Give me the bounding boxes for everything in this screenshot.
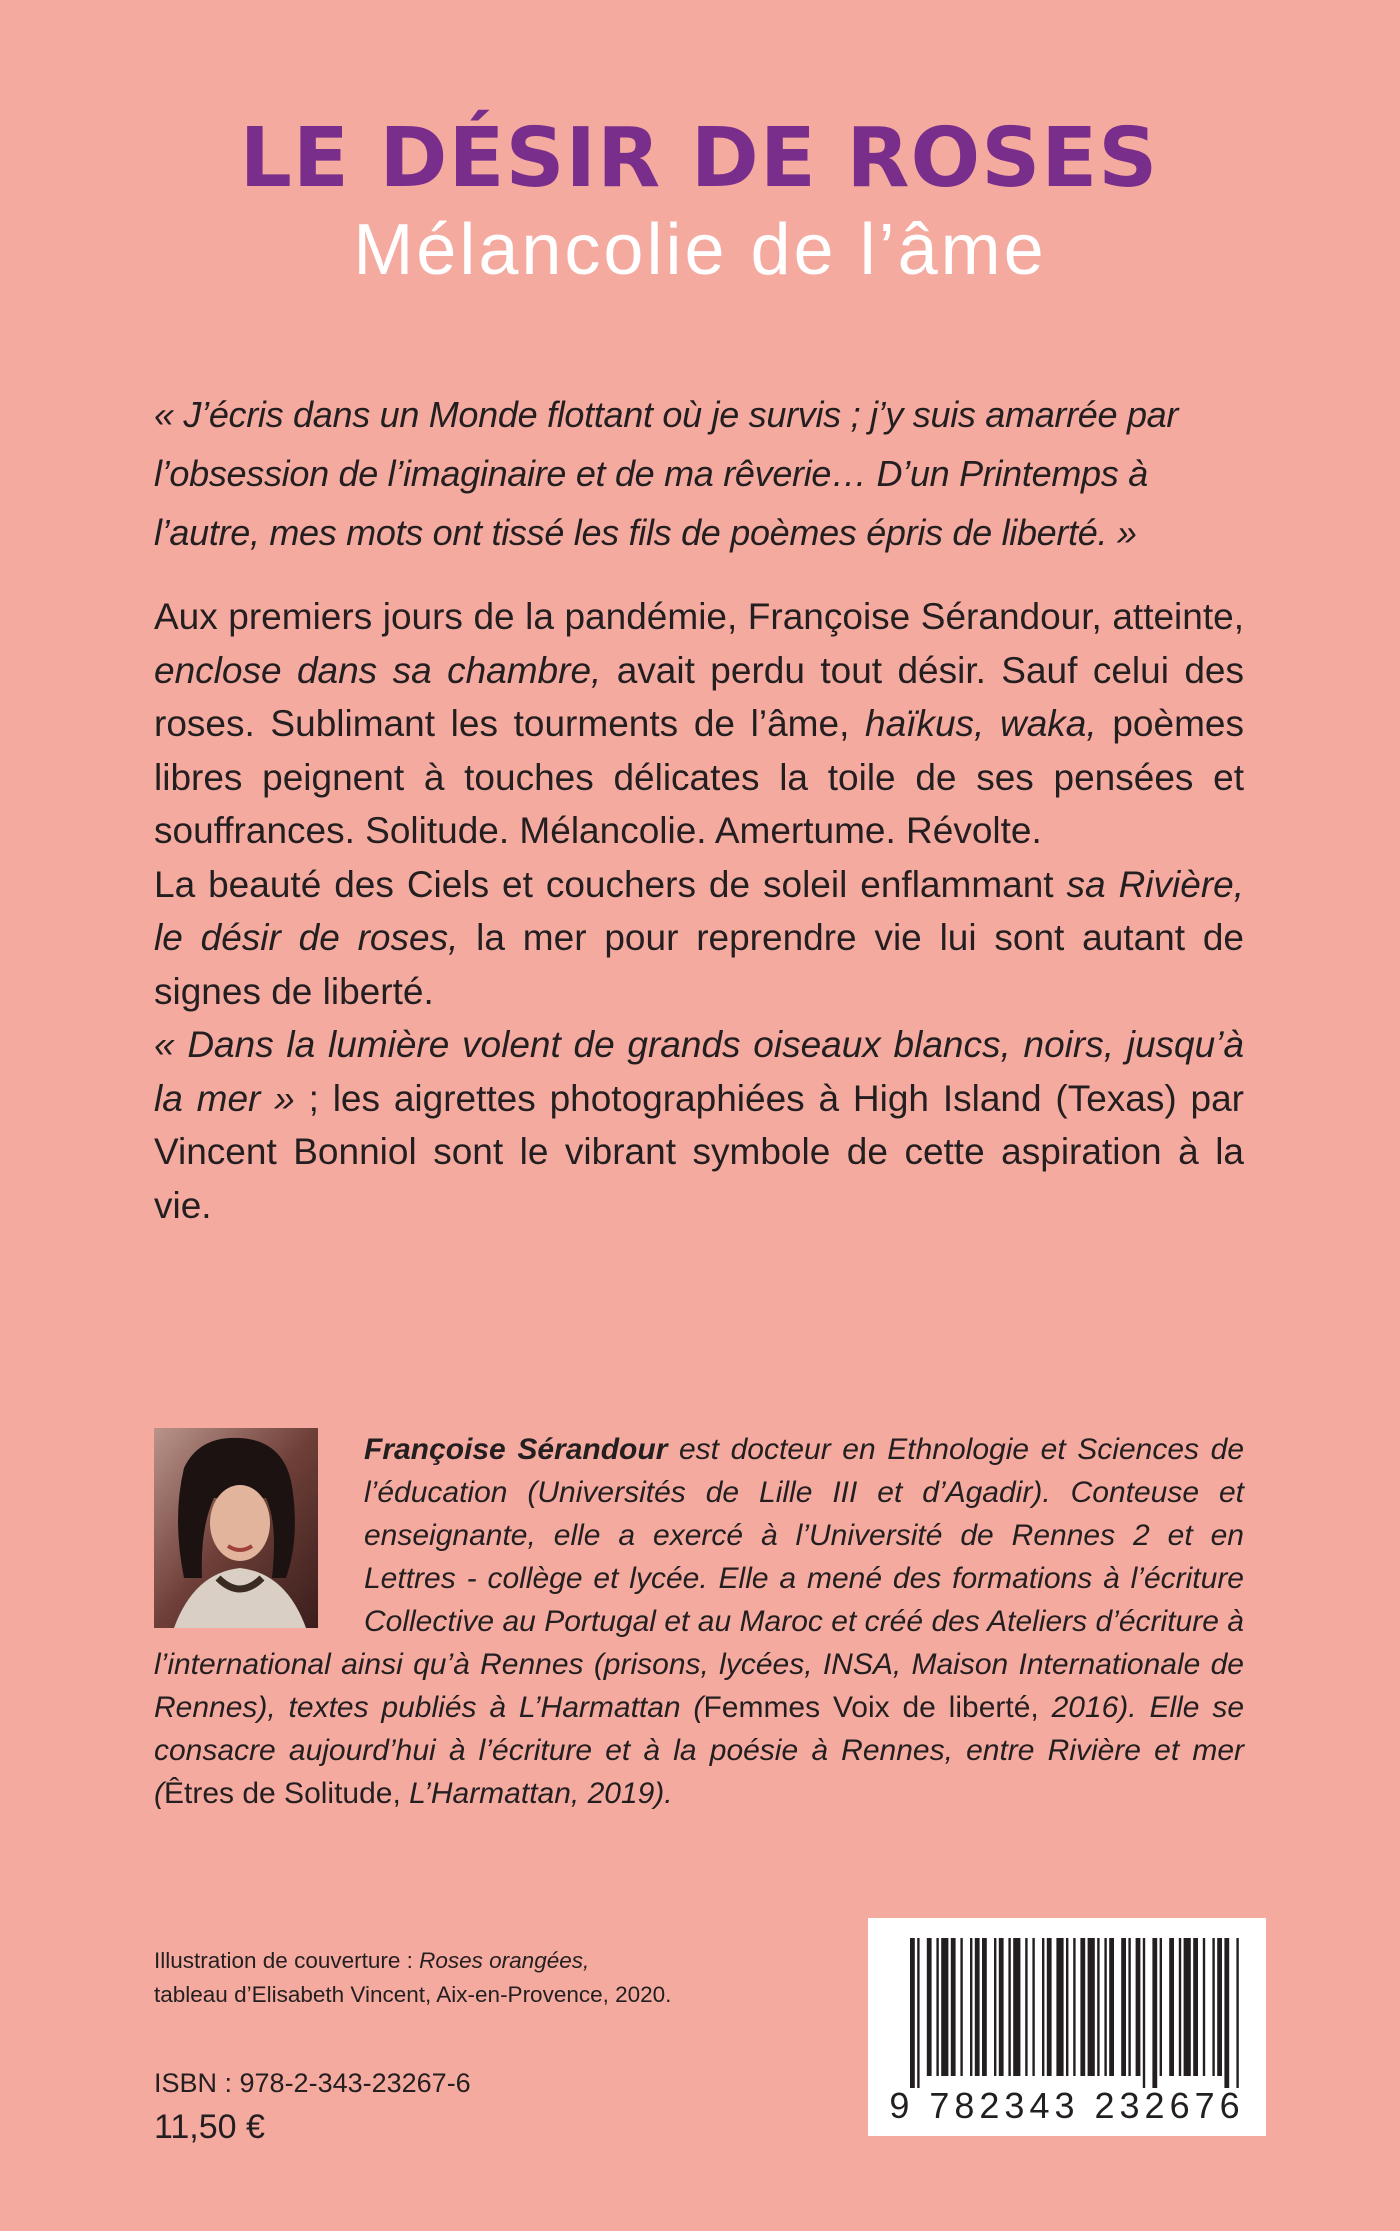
- barcode-bar: [927, 1938, 932, 2076]
- cover-credit: Illustration de couverture : Roses orangées, tableau d’Elisabeth Vincent, Aix-en-Provence, 2020.: [154, 1948, 672, 2007]
- barcode-bar: [1097, 1938, 1099, 2076]
- barcode-bar: [1080, 1938, 1085, 2076]
- author-bio: Françoise Sérandour est docteur en Ethnologie et Sciences de l’éducation (Universités de Lille III et d’Agadir). Conteuse et enseignante, elle a exercé à l’Université de Rennes 2 et en Lettres - collège et lycée. Elle a mené des formations à l’écriture Collective au Portugal et au Maroc et créé des Ateliers d’écriture à l’international ainsi qu’à Rennes (prisons, lycées, INSA, Maison Internationale de Rennes), textes publiés à L’Harmattan (Femmes Voix de liberté, 2016). Elle se consacre aujourd’hui à l’écriture et à la poésie à Rennes, entre Rivière et mer (Êtres de Solitude, L’Harmattan, 2019).: [154, 1433, 1245, 1810]
- barcode-bar: [1042, 1938, 1044, 2076]
- title-block: [0, 111, 1400, 290]
- barcode-bar: [1212, 1938, 1214, 2076]
- barcode-bar: [1203, 1938, 1205, 2076]
- barcode-bar: [1128, 1938, 1130, 2076]
- barcode-bar: [1152, 1938, 1157, 2088]
- isbn: ISBN : 978-2-343-23267-6: [154, 2068, 471, 2098]
- synopsis: [154, 590, 1244, 1232]
- barcode-bar: [970, 1938, 972, 2076]
- price: 11,50 €: [154, 2108, 265, 2146]
- barcode-bar: [1109, 1938, 1114, 2076]
- barcode-bar: [941, 1938, 948, 2076]
- barcode-bar: [1121, 1938, 1126, 2076]
- barcode-bar: [917, 1938, 919, 2088]
- barcode-bar: [1184, 1938, 1191, 2076]
- barcode-bar: [982, 1938, 987, 2076]
- barcode-bar: [1104, 1938, 1106, 2076]
- book-subtitle: Mélancolie de l’âme: [353, 210, 1047, 290]
- synopsis-paragraph-1: Aux premiers jours de la pandémie, Françoise Sérandour, atteinte, enclose dans sa chambre, avait perdu tout désir. Sauf celui des roses. Sublimant les tourments de l’âme, haïkus, waka, poèmes libres peignent à touches délicates la toile de ses pensées et souffrances. Solitude. Mélancolie. Amertume. Révolte.: [154, 596, 1244, 851]
- book-title: LE DÉSIR DE ROSES: [239, 111, 1159, 206]
- barcode: [868, 1918, 1266, 2136]
- barcode-bar: [951, 1938, 956, 2076]
- barcode-bar: [999, 1938, 1004, 2076]
- barcode-digits: 9 782343 232676: [889, 2085, 1245, 2126]
- barcode-bar: [910, 1938, 915, 2088]
- barcode-bar: [1032, 1938, 1034, 2076]
- barcode-bar: [1179, 1938, 1181, 2076]
- barcode-bar: [1025, 1938, 1027, 2076]
- barcode-bar: [1008, 1938, 1010, 2076]
- epigraph-quote: « J’écris dans un Monde flottant où je survis ; j’y suis amarrée par l’obsession de l’imaginaire et de ma rêverie… D’un Printemps à l’autre, mes mots ont tissé les fils de poèmes épris de liberté. »: [154, 394, 1179, 553]
- synopsis-paragraph-3: « Dans la lumière volent de grands oiseaux blancs, noirs, jusqu’à la mer » ; les aigrettes photographiées à High Island (Texas) par Vincent Bonniol sont le vibrant symbole de cette aspiration à la vie.: [154, 1024, 1244, 1226]
- barcode-bar: [1236, 1938, 1238, 2088]
- barcode-bar: [960, 1938, 962, 2076]
- barcode-bar: [1136, 1938, 1141, 2076]
- barcode-bar: [1066, 1938, 1068, 2076]
- barcode-bar: [1013, 1938, 1020, 2076]
- synopsis-paragraph-2: La beauté des Ciels et couchers de soleil enflammant sa Rivière, le désir de roses, la mer pour reprendre vie lui sont autant de signes de liberté.: [154, 863, 1244, 1012]
- barcode-bar: [1073, 1938, 1075, 2076]
- barcode-bar: [1143, 1938, 1145, 2088]
- barcode-bar: [936, 1938, 938, 2076]
- author-name: Françoise Sérandour: [364, 1433, 668, 1466]
- barcode-bar: [1056, 1938, 1063, 2076]
- barcode-bar: [1224, 1938, 1229, 2088]
- barcode-bar: [1088, 1938, 1095, 2076]
- barcode-bar: [1160, 1938, 1162, 2076]
- barcode-bar: [1169, 1938, 1174, 2076]
- barcode-bar: [1217, 1938, 1222, 2076]
- barcode-bar: [994, 1938, 996, 2076]
- barcode-bar: [1047, 1938, 1052, 2076]
- barcode-bar: [975, 1938, 980, 2076]
- barcode-bar: [1193, 1938, 1198, 2076]
- barcode-graphic: [868, 1918, 1266, 2136]
